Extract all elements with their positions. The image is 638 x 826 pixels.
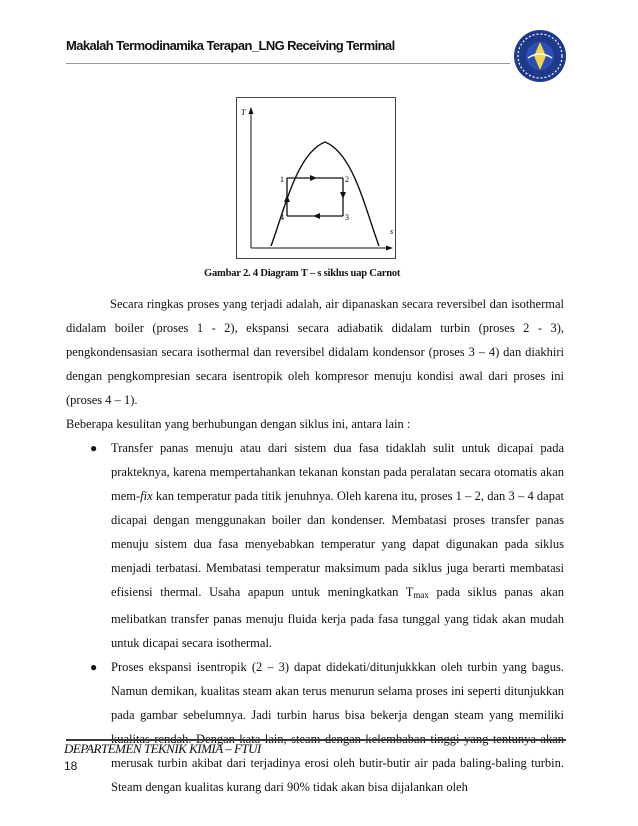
footer-department: DEPARTEMEN TEKNIK KIMIA – FTUI xyxy=(64,741,261,756)
list-item: ● Proses ekspansi isentropik (2 – 3) dapat didekati/ditunjukkkan oleh turbin yang bagus. Namun demikan, kualitas steam akan terus menurun selama proses ini seperti ditunjukkan pada gambar sebelumnya. Jadi turbin harus bisa bekerja dengan steam yang memiliki merusak turbin akibat dari terjadinya erosi oleh butir-butir air pada baling-baling turbin. Steam dengan kualitas kurang dari 90% tidak akan bisa dijalankan oleh xyxy=(66,655,564,799)
axis-label-t: T xyxy=(241,108,246,117)
list-item: ● Transfer panas menuju atau dari sistem dua fasa tidaklah sulit untuk dicapai pada prakteknya, karena mempertahankan tekanan konstan pada peralatan secara otomatis akan mem-fix kan temperatur pada titik jenuhnya. Oleh karena itu, proses 1 – 2, dan 3 – 4 dapat dicapai dengan menggunakan boiler dan kondenser. Membatasi proses transfer panas menuju sistem dua fasa menyebabkan temperatur yang dapat digunakan pada siklus menjadi terbatasi. Membatasi temperatur maksimum pada siklus juga berarti membatasi efisiensi thermal. Usaha apapun untuk meningkatkan Tmax pada siklus panas akan melibatkan transfer panas menuju fluida kerja pada fasa tunggal yang tidak akan mudah untuk dicapai secara isothermal. xyxy=(66,436,564,655)
axis-label-s: s xyxy=(390,227,394,236)
point-label-4: 4 xyxy=(280,213,284,222)
paragraph-difficulties-intro: Beberapa kesulitan yang berhubungan dengan siklus ini, antara lain : xyxy=(66,417,411,431)
body-text xyxy=(66,292,564,799)
header-title: Makalah Termodinamika Terapan_LNG Receiving Terminal xyxy=(66,38,395,53)
page-number: 18 xyxy=(64,759,78,773)
point-label-3: 3 xyxy=(345,213,349,222)
point-label-1: 1 xyxy=(280,175,284,184)
italic-fix: fix xyxy=(140,489,153,503)
bullet-icon: ● xyxy=(90,441,98,455)
tmax-subscript: max xyxy=(413,590,429,600)
point-label-2: 2 xyxy=(345,175,349,184)
bullet-icon: ● xyxy=(90,660,98,674)
paragraph-process-summary: Secara ringkas proses yang terjadi adalah, air dipanaskan secara reversibel dan isothermal didalam boiler (proses 1 - 2), ekspansi secara adiabatik didalam turbin (proses 2 - 3), pengkondensasian secara isothermal dan reversibel didalam kondensor (proses 3 – 4) dan diakhiri dengan pengkompresian secara isentropik oleh kompresor menuju kondisi awal dari proses ini (proses 4 – 1). xyxy=(66,297,564,407)
figure-caption: Gambar 2. 4 Diagram T – s siklus uap Carnot xyxy=(204,268,401,279)
